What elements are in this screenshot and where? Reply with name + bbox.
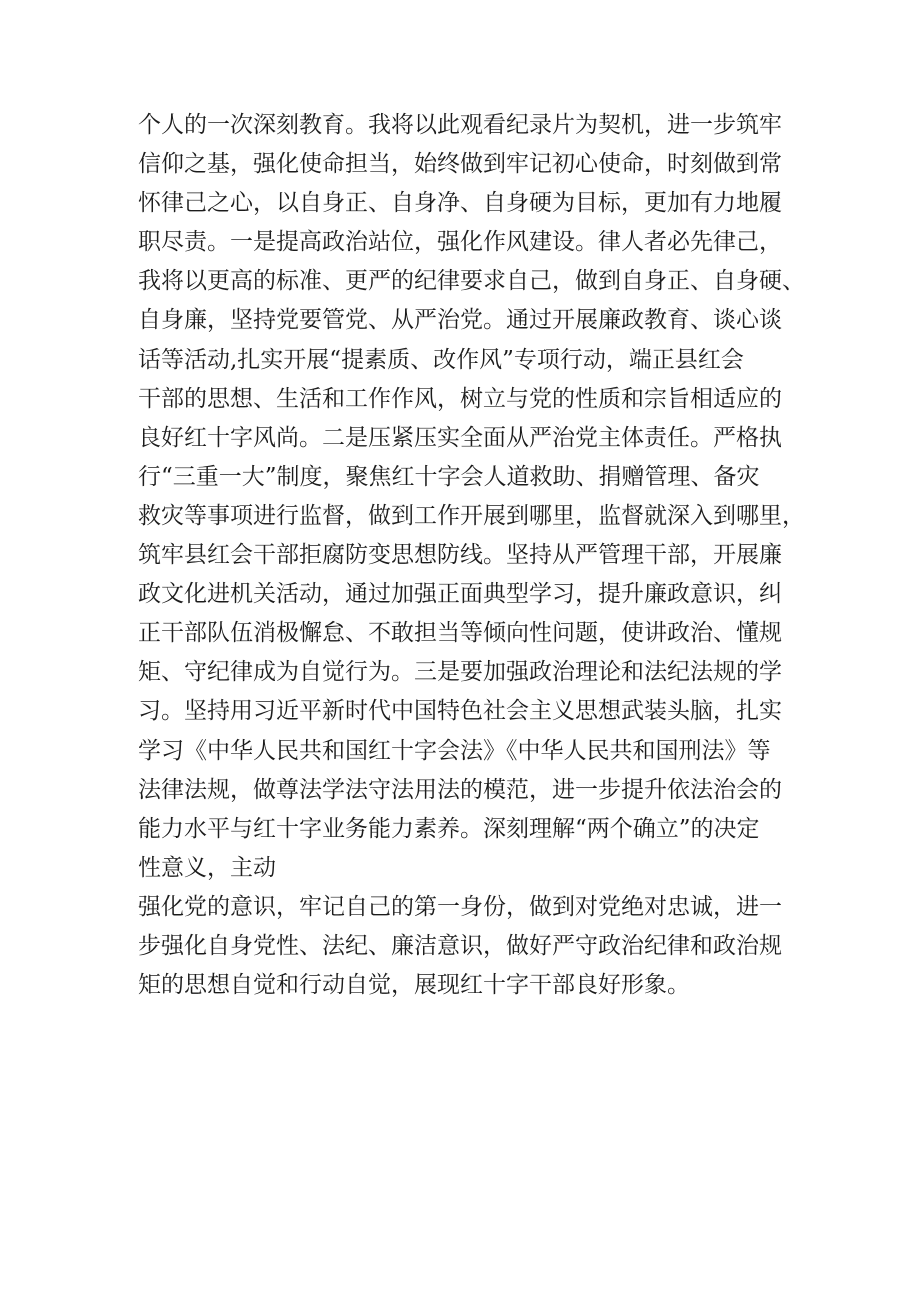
text-line: 良好红十字风尚。二是压紧压实全面从严治党主体责任。严格执 [138,424,782,451]
text-line: 话等活动,扎实开展“提素质、改作风”专项行动，端正县红会 [138,346,744,373]
text-line: 正干部队伍消极懈怠、不敢担当等倾向性问题，使讲政治、懂规 [138,620,782,647]
text-line: 救灾等事项进行监督，做到工作开展到哪里，监督就深入到哪里， [138,502,805,529]
text-line: 筑牢县红会干部拒腐防变思想防线。坚持从严管理干部，开展廉 [138,542,782,569]
text-line: 信仰之基，强化使命担当，始终做到牢记初心使命，时刻做到常 [138,151,782,178]
text-line: 行“三重一大”制度，聚焦红十字会人道救助、捐赠管理、备灾 [138,463,760,490]
text-line: 政文化进机关活动，通过加强正面典型学习，提升廉政意识，纠 [138,581,782,608]
text-line: 怀律己之心，以自身正、自身净、自身硬为目标，更加有力地履 [138,190,782,217]
text-line: 步强化自身党性、法纪、廉洁意识，做好严守政治纪律和政治规 [138,932,782,959]
text-line: 矩、守纪律成为自觉行为。三是要加强政治理论和法纪法规的学 [138,659,782,686]
text-line: 能力水平与红十字业务能力素养。深刻理解“两个确立”的决定 [138,815,760,842]
text-line: 性意义，主动 [138,854,276,881]
text-line: 个人的一次深刻教育。我将以此观看纪录片为契机，进一步筑牢 [138,112,782,138]
text-line: 自身廉，坚持党要管党、从严治党。通过开展廉政教育、谈心谈 [138,307,782,334]
document-body [138,106,805,1005]
text-line: 职尽责。一是提高政治站位，强化作风建设。律人者必先律己， [138,229,782,256]
text-line: 习。坚持用习近平新时代中国特色社会主义思想武装头脑，扎实 [138,698,782,725]
text-line: 干部的思想、生活和工作作风，树立与党的性质和宗旨相适应的 [138,385,782,412]
text-line: 强化党的意识，牢记自己的第一身份，做到对党绝对忠诚，进一 [138,893,782,920]
text-line: 法律法规，做尊法学法守法用法的模范，进一步提升依法治会的 [138,776,782,803]
text-line: 我将以更高的标准、更严的纪律要求自己，做到自身正、自身硬、 [138,268,805,295]
text-line: 矩的思想自觉和行动自觉，展现红十字干部良好形象。 [138,972,690,999]
text-line: 学习《中华人民共和国红十字会法》《中华人民共和国刑法》等 [138,737,771,764]
